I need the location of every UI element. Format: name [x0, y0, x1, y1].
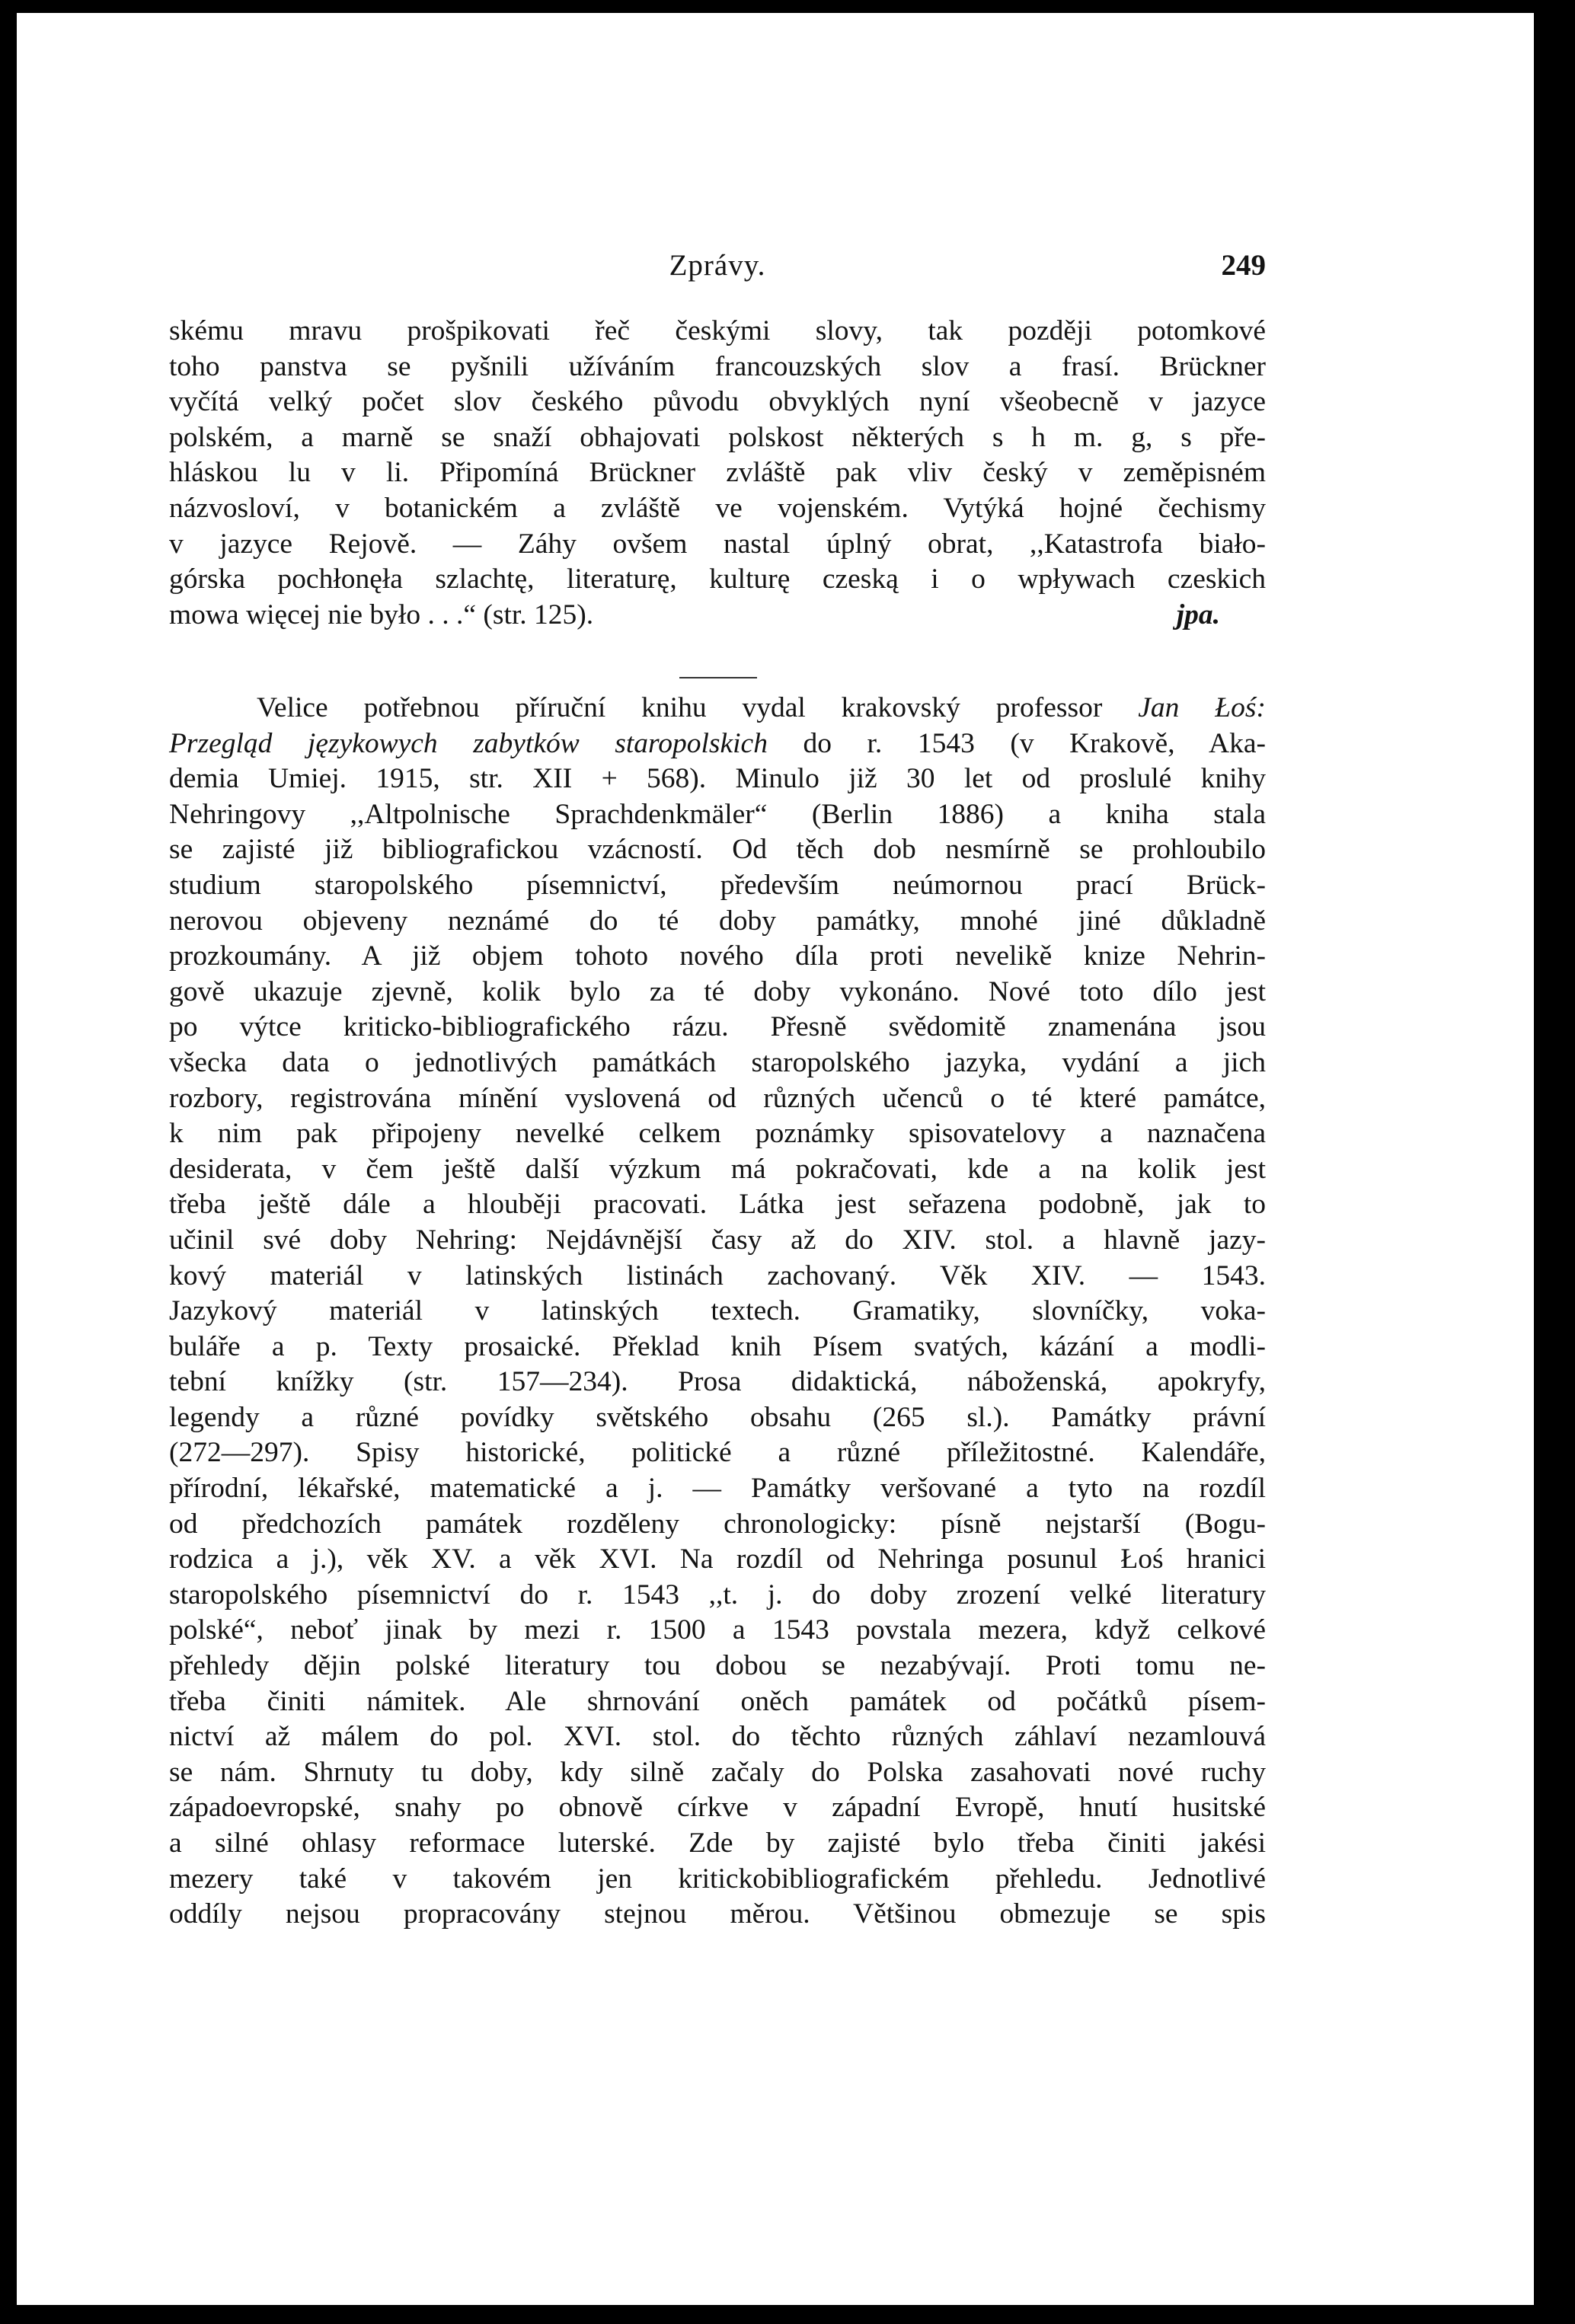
page-number: 249: [1221, 249, 1266, 282]
text-line: buláře a p. Texty prosaické. Překlad knih Písem svatých, kázání a modli-: [169, 1330, 1266, 1362]
text-line: od předchozích památek rozděleny chronologicky: písně nejstarší (Bogu-: [169, 1508, 1266, 1540]
text-line: [169, 691, 1266, 726]
text-line: prozkoumány. A již objem tohoto nového díla proti nevelikě knize Nehrin-: [169, 940, 1266, 972]
text-segment: Velice potřebnou příruční knihu vydal krakovský professor: [257, 692, 1139, 723]
text-line: učinil své doby Nehring: Nejdávnější časy až do XIV. stol. a hlavně jazy-: [169, 1224, 1266, 1256]
text-segment: do r. 1543 (v Krakově, Aka-: [767, 727, 1266, 759]
text-line: toho panstva se pyšnili užíváním francouzských slov a frasí. Brückner: [169, 350, 1266, 382]
text-line: Jazykový materiál v latinských textech. Gramatiky, slovníčky, voka-: [169, 1295, 1266, 1327]
author-name: Jan Łoś:: [1138, 692, 1266, 723]
text-line: rozbory, registrována mínění vyslovená od různých učenců o té které památce,: [169, 1082, 1266, 1114]
author-signature: jpa.: [1176, 599, 1220, 630]
section-divider: [679, 677, 757, 678]
text-line: rodzica a j.), věk XV. a věk XVI. Na rozdíl od Nehringa posunul Łoś hranici: [169, 1543, 1266, 1575]
text-line: západoevropské, snahy po obnově církve v západní Evropě, hnutí husitské: [169, 1792, 1266, 1824]
text-line: staropolského písemnictví do r. 1543 ,,t. j. do doby zrození velké literatury: [169, 1579, 1266, 1611]
text-line: všecka data o jednotlivých památkách staropolského jazyka, vydání a jich: [169, 1046, 1266, 1078]
text-line: a silné ohlasy reformace luterské. Zde by zajisté bylo třeba činiti jakési: [169, 1828, 1266, 1859]
text-line: nictví až málem do pol. XVI. stol. do těchto různých záhlaví nezamlouvá: [169, 1721, 1266, 1753]
text-line: k nim pak připojeny nevelké celkem poznámky spisovatelovy a naznačena: [169, 1118, 1266, 1150]
text-line: gově ukazuje zjevně, kolik bylo za té doby vykonáno. Nové toto dílo jest: [169, 975, 1266, 1007]
text-line: hláskou lu v li. Připomíná Brückner zvláště pak vliv český v zeměpisném: [169, 457, 1266, 489]
text-line: se zajisté již bibliografickou vzácností. Od těch dob nesmírně se prohloubilo: [169, 834, 1266, 866]
book-title: Przegląd językowych zabytków staropolskich: [169, 727, 768, 759]
paragraph-continued: [169, 314, 1266, 633]
text-line: oddíly nejsou propracovány stejnou měrou. Většinou obmezuje se spis: [169, 1898, 1266, 1930]
text-line: třeba činiti námitek. Ale shrnování oněch památek od počátků písem-: [169, 1685, 1266, 1717]
text-line: skému mravu prošpikovati řeč českými slovy, tak později potomkové: [169, 315, 1266, 346]
text-line: demia Umiej. 1915, str. XII + 568). Minulo již 30 let od proslulé knihy: [169, 763, 1266, 795]
text-line: polském, a marně se snaží obhajovati polskost některých s h m. g, s pře-: [169, 421, 1266, 453]
text-line: mezery také v takovém jen kritickobibliografickém přehledu. Jednotlivé: [169, 1863, 1266, 1895]
text-line: nerovou objeveny neznámé do té doby památky, mnohé jiné důkladně: [169, 905, 1266, 937]
text-line: přehledy dějin polské literatury tou dobou se nezabývají. Proti tomu ne-: [169, 1650, 1266, 1682]
text-line: tební knížky (str. 157—234). Prosa didaktická, náboženská, apokryfy,: [169, 1366, 1266, 1398]
text-line: přírodní, lékařské, matematické a j. — Památky veršované a tyto na rozdíl: [169, 1473, 1266, 1505]
book-page: [17, 13, 1534, 2305]
text-line: po výtce kriticko-bibliografického rázu. Přesně svědomitě znamenána jsou: [169, 1011, 1266, 1043]
text-line: vyčítá velký počet slov českého původu obvyklých nyní všeobecně v jazyce: [169, 386, 1266, 418]
text-line: třeba ještě dále a hlouběji pracovati. Látka jest seřazena podobně, jak to: [169, 1189, 1266, 1221]
text-line: kový materiál v latinských listinách zachovaný. Věk XIV. — 1543.: [169, 1259, 1266, 1291]
text-line: [169, 726, 1266, 762]
text-line: Nehringovy ,,Altpolnische Sprachdenkmäler“ (Berlin 1886) a kniha stala: [169, 798, 1266, 830]
text-line: se nám. Shrnuty tu doby, kdy silně začaly do Polska zasahovati nové ruchy: [169, 1756, 1266, 1788]
review-paragraph: [169, 691, 1266, 1933]
running-header: [169, 243, 1266, 289]
text-line: polské“, neboť jinak by mezi r. 1500 a 1543 povstala mezera, když celkové: [169, 1614, 1266, 1646]
text-line: mowa więcej nie było . . .“ (str. 125).: [169, 599, 594, 630]
text-line: desiderata, v čem ještě další výzkum má pokračovati, kde a na kolik jest: [169, 1153, 1266, 1185]
text-line: górska pochłonęła szlachtę, literaturę, kulturę czeską i o wpływach czeskich: [169, 563, 1266, 595]
closing-line: [169, 598, 1266, 634]
text-line: názvosloví, v botanickém a zvláště ve vojenském. Vytýká hojné čechismy: [169, 492, 1266, 524]
text-line: legendy a různé povídky světského obsahu (265 sl.). Památky právní: [169, 1401, 1266, 1433]
text-line: studium staropolského písemnictví, především neúmornou prací Brück-: [169, 869, 1266, 901]
text-line: v jazyce Rejově. — Záhy ovšem nastal úplný obrat, ,,Katastrofa biało-: [169, 528, 1266, 560]
running-title: Zprávy.: [669, 249, 766, 282]
text-line: (272—297). Spisy historické, politické a různé příležitostné. Kalendáře,: [169, 1437, 1266, 1469]
